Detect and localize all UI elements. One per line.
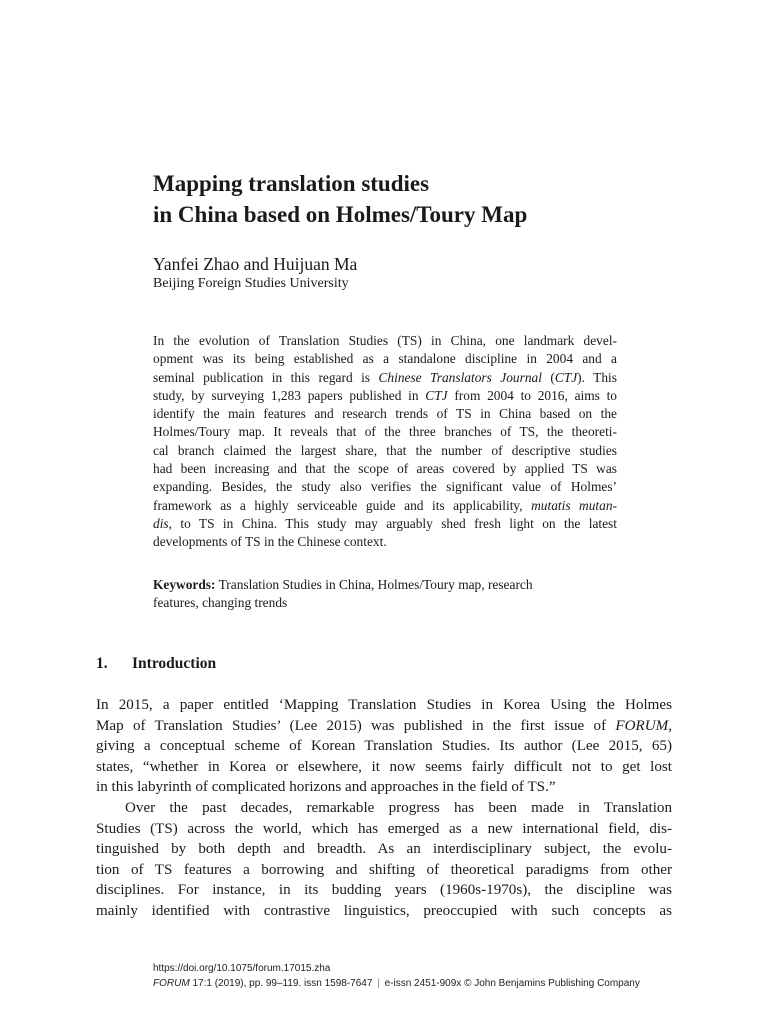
body-line: states, “whether in Korea or elsewhere, it now seems fairly difficult not to get lost bbox=[96, 758, 672, 775]
latin-phrase: dis bbox=[153, 515, 169, 531]
abstract-line: seminal publication in this regard is Chinese Translators Journal (CTJ). This bbox=[153, 369, 617, 385]
title-line-1: Mapping translation studies bbox=[153, 171, 430, 196]
body-text bbox=[96, 695, 672, 922]
doi-link[interactable]: https://doi.org/10.1075/forum.17015.zha bbox=[153, 963, 331, 974]
separator: | bbox=[377, 978, 380, 989]
abstract-line: opment was its being established as a standalone discipline in 2004 and a bbox=[153, 351, 617, 367]
body-line: giving a conceptual scheme of Korean Translation Studies. Its author (Lee 2015, 65) bbox=[96, 738, 672, 755]
abstract-line: dis, to TS in China. This study may arguably shed fresh light on the latest bbox=[153, 515, 617, 531]
journal-abbrev: CTJ bbox=[554, 369, 578, 385]
keywords-line: Keywords: Translation Studies in China, Holmes/Toury map, research bbox=[153, 577, 533, 592]
article-title bbox=[153, 168, 713, 230]
abstract-line: cal branch claimed the largest share, that the number of descriptive studies bbox=[153, 442, 617, 458]
affiliation: Beijing Foreign Studies University bbox=[153, 276, 349, 291]
abstract bbox=[153, 332, 617, 552]
body-line: mainly identified with contrastive linguistics, preoccupied with such concepts as bbox=[96, 902, 672, 919]
journal-name: FORUM bbox=[153, 978, 190, 989]
body-line: Over the past decades, remarkable progress has been made in Translation bbox=[125, 799, 672, 816]
body-line: tinguished by both depth and breadth. As an interdisciplinary subject, the evolu- bbox=[96, 841, 672, 858]
journal-abbrev: CTJ bbox=[425, 387, 448, 403]
abstract-line: identify the main features and research trends of TS in China based on the bbox=[153, 406, 617, 422]
body-line: Studies (TS) across the world, which has emerged as a new international field, dis- bbox=[96, 820, 672, 837]
journal-name: FORUM bbox=[615, 717, 669, 734]
body-line: Map of Translation Studies’ (Lee 2015) was published in the first issue of FORUM, bbox=[96, 717, 672, 734]
keywords bbox=[153, 576, 623, 613]
authors: Yanfei Zhao and Huijuan Ma bbox=[153, 254, 358, 274]
abstract-line: framework as a highly serviceable guide and its applicability, mutatis mutan- bbox=[153, 497, 617, 513]
section-number: 1. bbox=[96, 655, 108, 672]
section-heading bbox=[96, 654, 216, 674]
body-line: disciplines. For instance, in its budding years (1960s-1970s), the discipline was bbox=[96, 882, 672, 899]
abstract-line: expanding. Besides, the study also verifies the significant value of Holmes’ bbox=[153, 479, 617, 495]
keywords-label: Keywords: bbox=[153, 577, 216, 592]
abstract-line: Holmes/Toury map. It reveals that of the three branches of TS, the theoreti- bbox=[153, 424, 617, 440]
latin-phrase: mutatis mutan- bbox=[531, 497, 617, 513]
page-footer bbox=[153, 961, 640, 991]
body-line: tion of TS features a borrowing and shifting of theoretical paradigms from other bbox=[96, 861, 672, 878]
title-line-2: in China based on Holmes/Toury Map bbox=[153, 202, 528, 227]
section-title: Introduction bbox=[132, 655, 217, 672]
abstract-line: study, by surveying 1,283 papers published in CTJ from 2004 to 2016, aims to bbox=[153, 387, 617, 403]
journal-name: Chinese Translators Journal bbox=[378, 369, 542, 385]
body-line: In 2015, a paper entitled ‘Mapping Translation Studies in Korea Using the Holmes bbox=[96, 697, 672, 713]
abstract-line: In the evolution of Translation Studies (TS) in China, one landmark devel- bbox=[153, 333, 617, 348]
body-line: in this labyrinth of complicated horizons and approaches in the field of TS.” bbox=[96, 779, 556, 796]
citation-line: FORUM 17:1 (2019), pp. 99–119. issn 1598-7647 | e-issn 2451-909x © John Benjamins Publishing Company bbox=[153, 978, 640, 989]
keywords-line: features, changing trends bbox=[153, 595, 288, 611]
abstract-line: had been increasing and that the scope of areas covered by applied TS was bbox=[153, 461, 617, 477]
abstract-line: developments of TS in the Chinese context. bbox=[153, 534, 387, 550]
